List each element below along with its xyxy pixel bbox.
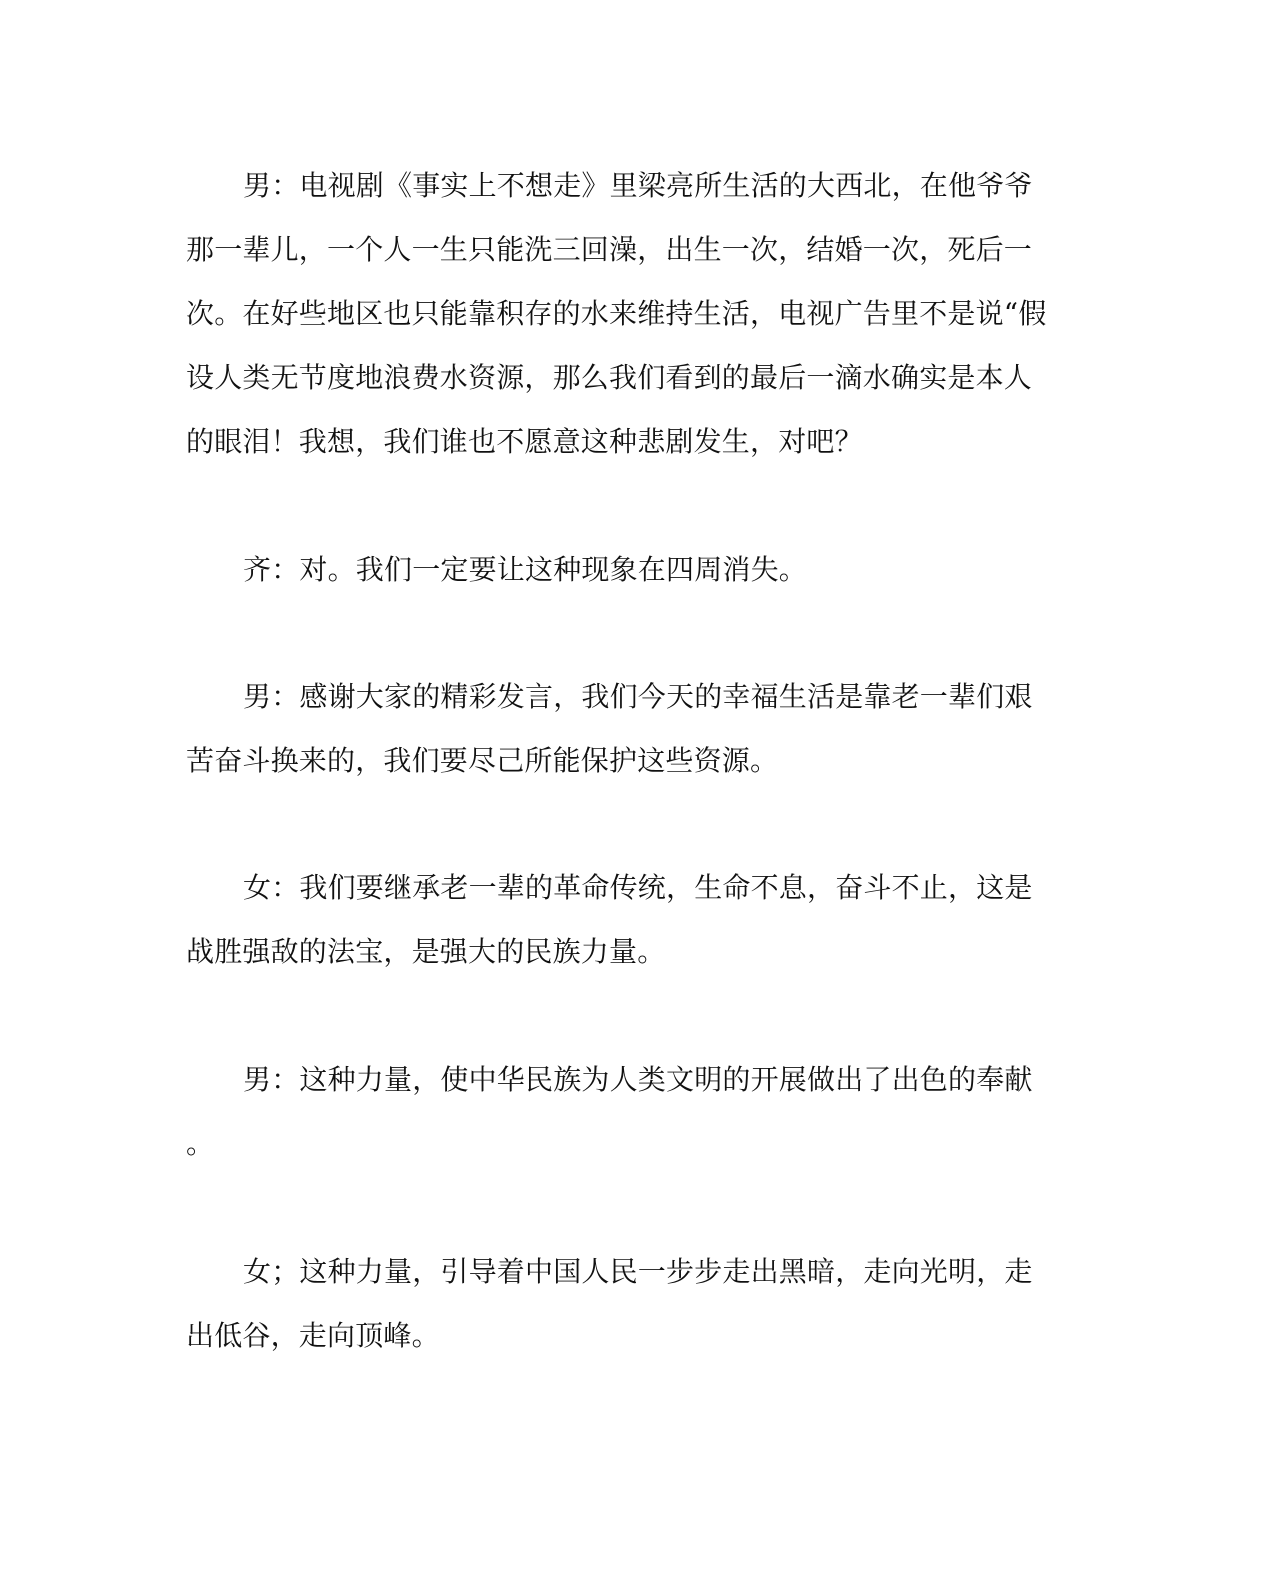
paragraph-5-line-2: 。 [186,1127,215,1160]
paragraph-1-line-2: 那一辈儿，一个人一生只能洗三回澡，出生一次，结婚一次，死后一 [186,233,1033,266]
paragraph-4-line-1: 女：我们要继承老一辈的革命传统，生命不息，奋斗不止，这是 [243,871,1033,904]
paragraph-2-line-1: 齐：对。我们一定要让这种现象在四周消失。 [243,553,808,586]
paragraph-3-line-1: 男：感谢大家的精彩发言，我们今天的幸福生活是靠老一辈们艰 [243,680,1033,713]
paragraph-6-line-1: 女；这种力量，引导着中国人民一步步走出黑暗，走向光明，走 [243,1255,1033,1288]
paragraph-1-line-3: 次。在好些地区也只能靠积存的水来维持生活，电视广告里不是说“假 [186,297,1047,330]
paragraph-6-line-2: 出低谷，走向顶峰。 [186,1319,440,1352]
paragraph-1-line-1: 男：电视剧《事实上不想走》里梁亮所生活的大西北，在他爷爷 [243,169,1033,202]
paragraph-1-line-5: 的眼泪！我想，我们谁也不愿意这种悲剧发生，对吧？ [186,425,863,458]
paragraph-4-line-2: 战胜强敌的法宝，是强大的民族力量。 [186,935,666,968]
paragraph-5-line-1: 男：这种力量，使中华民族为人类文明的开展做出了出色的奉献 [243,1063,1033,1096]
paragraph-1-line-4: 设人类无节度地浪费水资源，那么我们看到的最后一滴水确实是本人 [186,361,1033,394]
paragraph-3-line-2: 苦奋斗换来的，我们要尽己所能保护这些资源。 [186,744,779,777]
